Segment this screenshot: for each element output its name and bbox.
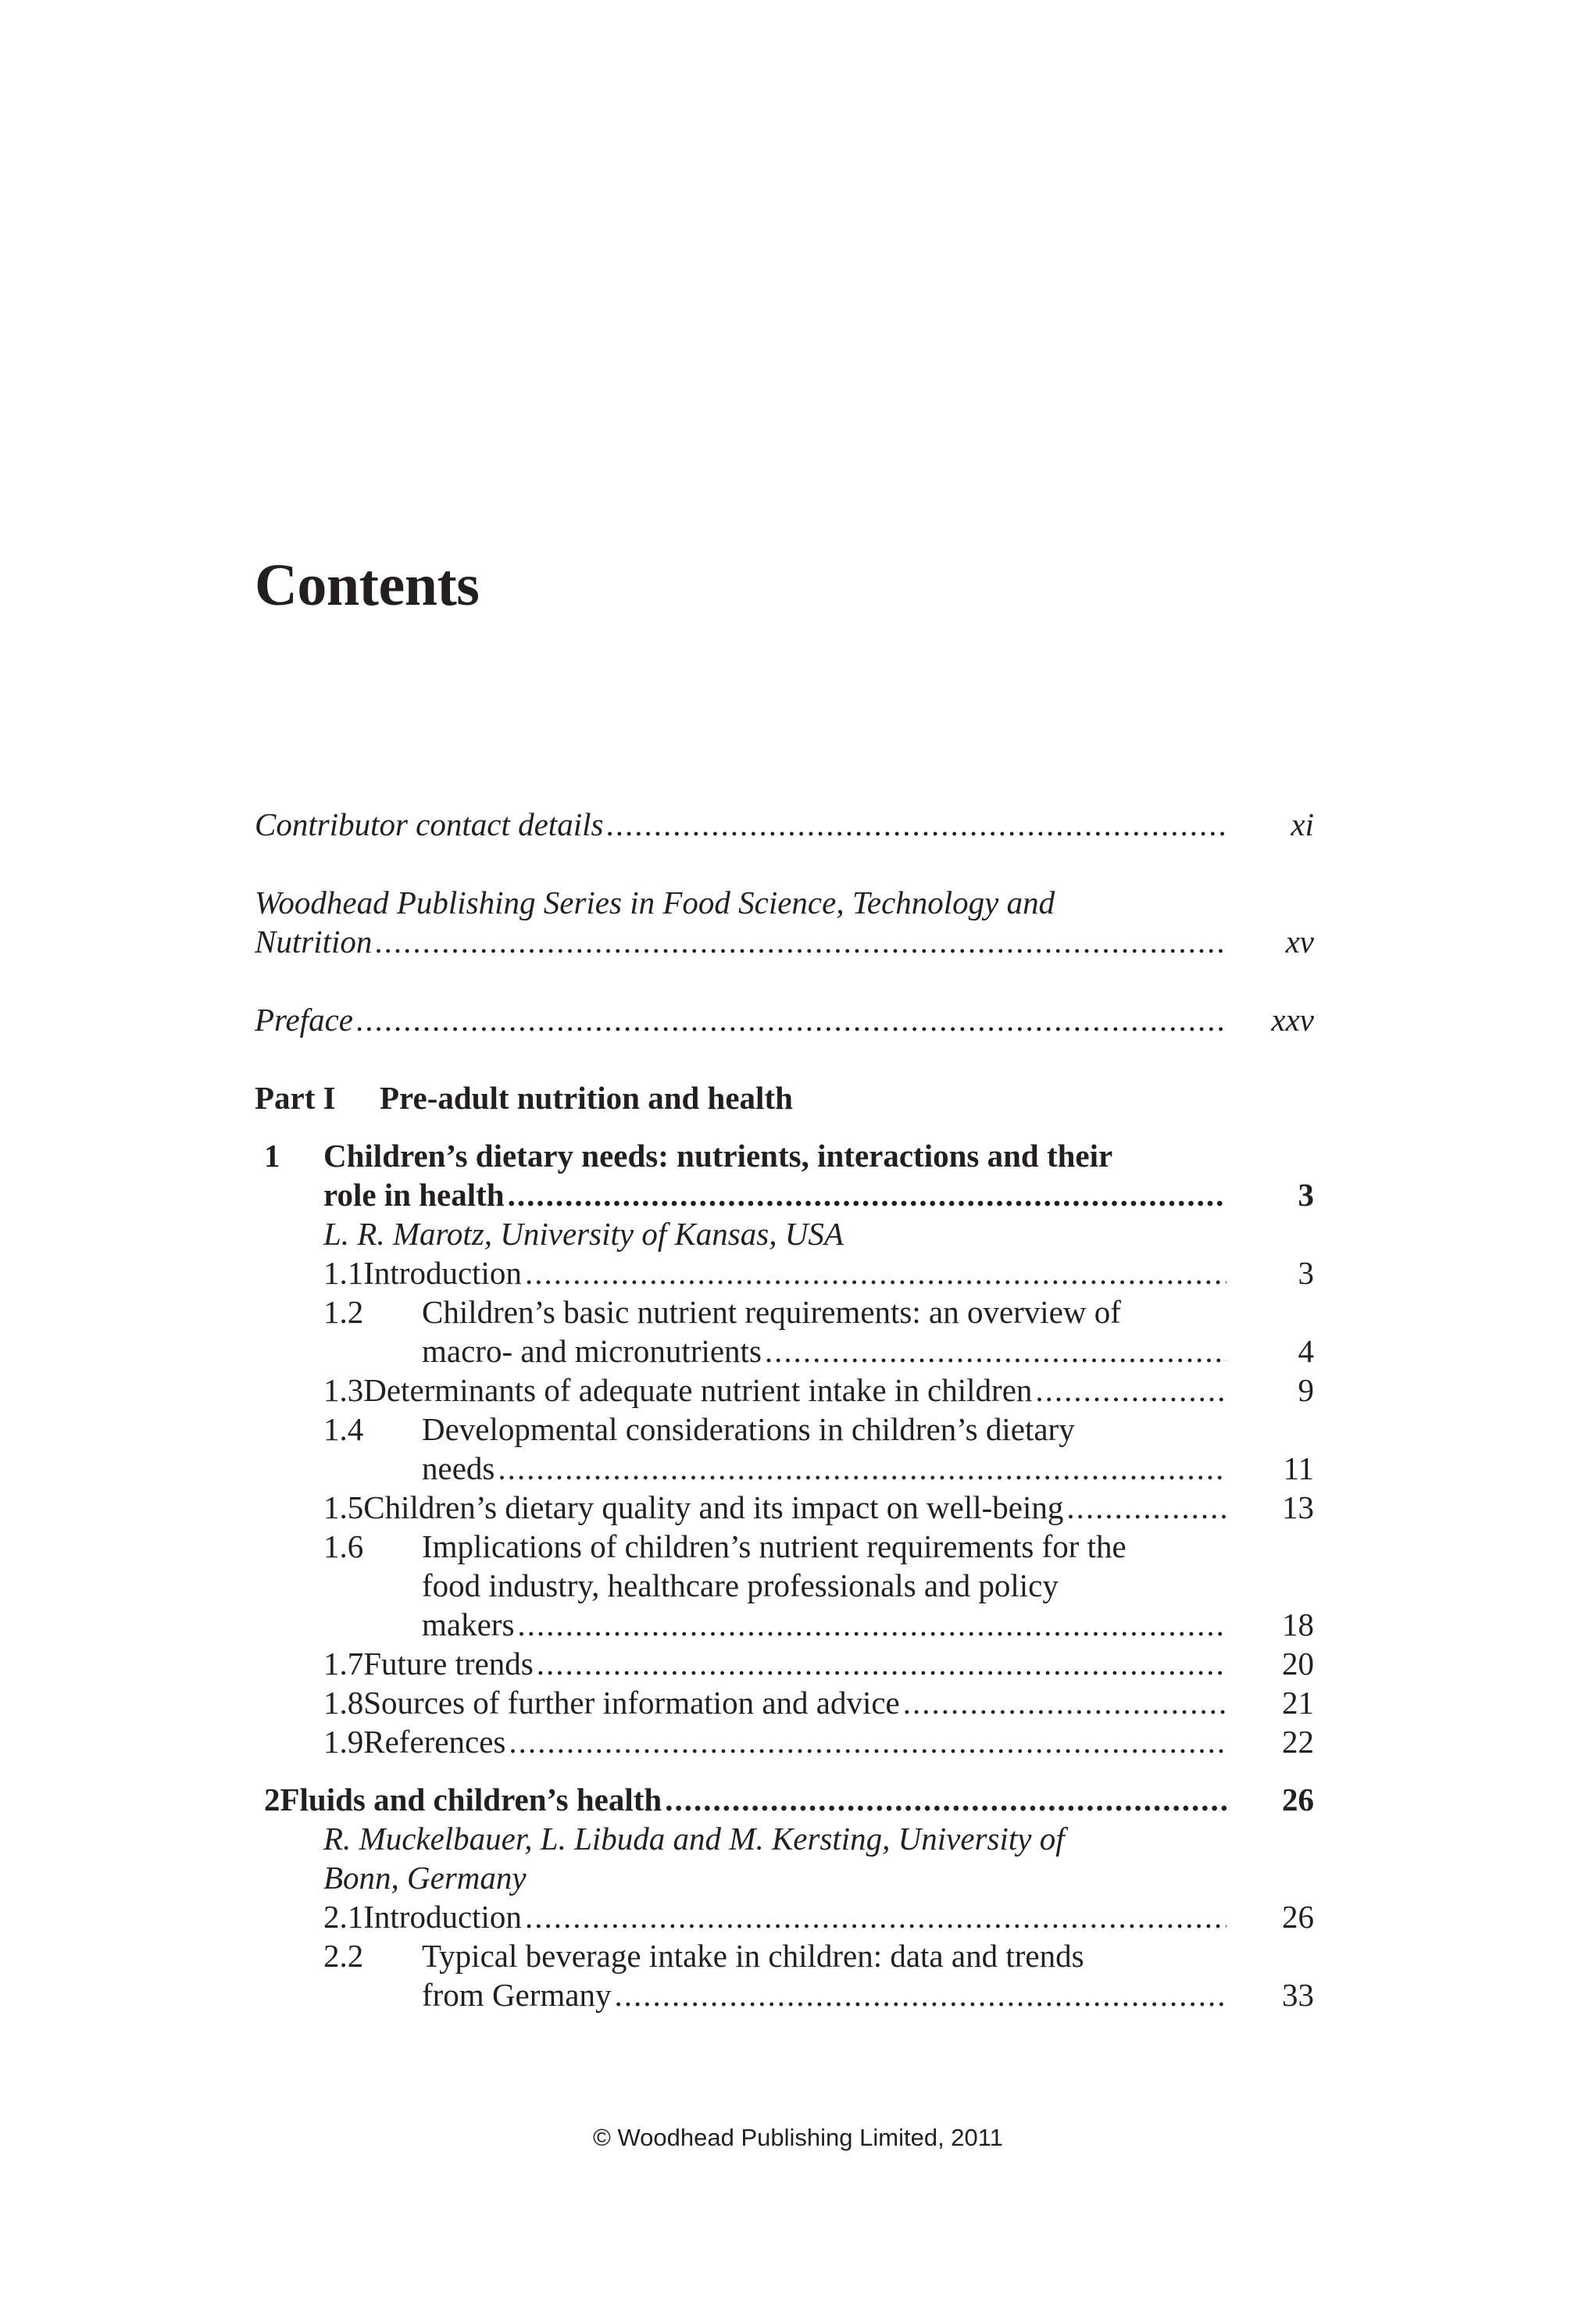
dot-leader	[665, 1780, 1226, 1819]
dot-leader	[606, 805, 1226, 844]
section-number: 1.1	[323, 1255, 364, 1291]
dot-leader	[525, 1897, 1226, 1936]
section-number: 2.1	[323, 1899, 364, 1935]
section-number: 1.8	[323, 1685, 364, 1721]
section-title: makers	[422, 1607, 515, 1642]
toc-page-number: 3	[1298, 1177, 1314, 1213]
dot-leader	[1066, 1488, 1226, 1527]
toc-entry-text: Contributor contact details	[255, 806, 604, 842]
section-title: Determinants of adequate nutrient intake in children	[363, 1372, 1033, 1408]
chapter-number: 2	[264, 1782, 280, 1817]
table-of-contents	[255, 805, 1314, 2014]
toc-page-number: xi	[1291, 806, 1314, 842]
section-title: Typical beverage intake in children: data and trends	[422, 1938, 1084, 1974]
toc-entry-contributor-details[interactable]	[255, 805, 1314, 844]
toc-entry-text: Nutrition	[255, 924, 373, 960]
toc-entry-preface[interactable]	[255, 1000, 1314, 1039]
section-number: 1.9	[323, 1724, 364, 1760]
section-1-5[interactable]	[255, 1488, 1314, 1527]
part-title: Pre-adult nutrition and health	[380, 1080, 793, 1116]
section-title: Developmental considerations in children’s dietary	[422, 1411, 1075, 1447]
section-title: References	[363, 1724, 506, 1760]
chapter-title: role in health	[323, 1177, 505, 1213]
section-title: Introduction	[363, 1255, 522, 1291]
toc-page-number: 26	[1282, 1899, 1314, 1935]
section-1-3[interactable]	[255, 1371, 1314, 1410]
toc-page-number: 9	[1298, 1372, 1314, 1408]
toc-page-number: xv	[1285, 924, 1314, 960]
section-2-1[interactable]	[255, 1897, 1314, 1936]
section-1-9[interactable]	[255, 1722, 1314, 1761]
chapter-title: Children’s dietary needs: nutrients, interactions and their	[323, 1138, 1113, 1174]
chapter-number: 1	[264, 1138, 280, 1174]
toc-page-number: 11	[1283, 1450, 1314, 1486]
section-title: Children’s dietary quality and its impact on well-being	[363, 1489, 1064, 1525]
section-title: macro- and micronutrients	[422, 1333, 762, 1369]
section-number: 1.6	[323, 1528, 364, 1564]
section-title: needs	[422, 1450, 495, 1486]
section-number: 1.4	[323, 1411, 364, 1447]
toc-page-number: 3	[1298, 1255, 1314, 1291]
toc-page-number: 21	[1282, 1685, 1314, 1721]
section-number: 1.5	[323, 1489, 364, 1525]
chapter-authors: R. Muckelbauer, L. Libuda and M. Kersting, University of Bonn, Germany	[323, 1821, 1065, 1896]
dot-leader	[525, 1253, 1226, 1292]
toc-page-number: 18	[1282, 1607, 1314, 1642]
toc-page-number: 13	[1282, 1489, 1314, 1525]
section-title: from Germany	[422, 1977, 612, 2013]
section-1-1[interactable]	[255, 1253, 1314, 1292]
section-title: Future trends	[363, 1646, 534, 1682]
section-1-7[interactable]	[255, 1644, 1314, 1683]
section-number: 1.2	[323, 1294, 364, 1330]
section-1-8[interactable]	[255, 1683, 1314, 1722]
toc-page-number: xxv	[1271, 1002, 1314, 1038]
toc-page-number: 22	[1282, 1724, 1314, 1760]
copyright-footer: © Woodhead Publishing Limited, 2011	[593, 2124, 1003, 2151]
dot-leader	[508, 1175, 1226, 1214]
dot-leader	[517, 1605, 1226, 1644]
dot-leader	[615, 1975, 1227, 2014]
toc-page-number: 33	[1282, 1977, 1314, 2013]
chapter-authors: L. R. Marotz, University of Kansas, USA	[323, 1216, 844, 1252]
toc-entry-text: Preface	[255, 1002, 353, 1038]
chapter-title: Fluids and children’s health	[280, 1782, 662, 1817]
section-1-6[interactable]	[255, 1527, 1314, 1644]
section-number: 2.2	[323, 1938, 364, 1974]
chapter-1-entry[interactable]	[255, 1136, 1314, 1214]
section-2-2[interactable]	[255, 1936, 1314, 2014]
toc-entry-text: Woodhead Publishing Series in Food Science, Technology and	[255, 885, 1055, 920]
page-title: Contents	[255, 552, 480, 618]
dot-leader	[765, 1331, 1226, 1371]
section-1-4[interactable]	[255, 1410, 1314, 1488]
section-number: 1.3	[323, 1372, 364, 1408]
dot-leader	[356, 1000, 1226, 1039]
toc-entry-series-list[interactable]	[255, 883, 1314, 961]
toc-page-number: 4	[1298, 1333, 1314, 1369]
section-number: 1.7	[323, 1646, 364, 1682]
toc-page-number: 20	[1282, 1646, 1314, 1682]
section-title: food industry, healthcare professionals and policy	[422, 1567, 1059, 1603]
chapter-2-entry[interactable]	[255, 1780, 1314, 1819]
section-title: Introduction	[363, 1899, 522, 1935]
dot-leader	[375, 922, 1226, 961]
dot-leader	[537, 1644, 1226, 1683]
section-title: Children’s basic nutrient requirements: an overview of	[422, 1294, 1121, 1330]
section-title: Implications of children’s nutrient requirements for the	[422, 1528, 1126, 1564]
part-label: Part I	[255, 1080, 336, 1116]
dot-leader	[509, 1722, 1226, 1761]
toc-page-number: 26	[1282, 1782, 1314, 1817]
section-1-2[interactable]	[255, 1292, 1314, 1371]
dot-leader	[903, 1683, 1226, 1722]
section-title: Sources of further information and advice	[363, 1685, 900, 1721]
dot-leader	[498, 1449, 1226, 1488]
dot-leader	[1035, 1371, 1226, 1410]
part-heading	[255, 1078, 1314, 1117]
